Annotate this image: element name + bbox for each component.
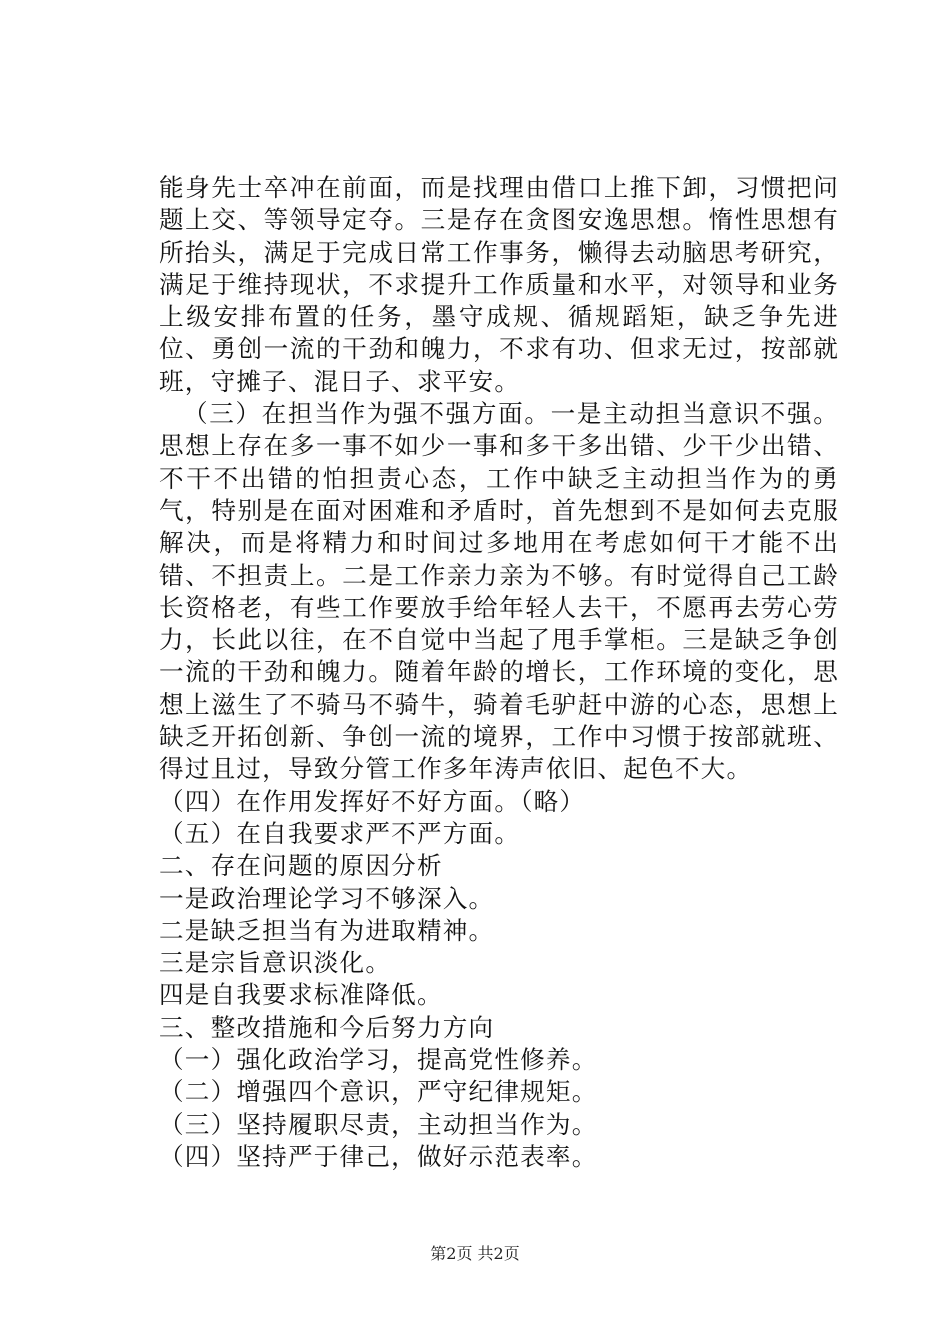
document-body bbox=[159, 172, 839, 1173]
measure-item-3: （三）坚持履职尽责，主动担当作为。 bbox=[159, 1109, 598, 1139]
heading-section-four: （四）在作用发挥好不好方面。（略） bbox=[159, 786, 586, 816]
cause-item-2: 二是缺乏担当有为进取精神。 bbox=[159, 915, 495, 945]
paragraph-continued: 能身先士卒冲在前面，而是找理由借口上推下卸，习惯把问题上交、等领导定夺。三是存在贪图安逸思想。惰性思想有所抬头，满足于完成日常工作事务，懒得去动脑思考研究，满足于维持现状，不求提升工作质量和水平，对领导和业务上级安排布置的任务，墨守成规、循规蹈矩，缺乏争先进位、勇创一流的干劲和魄力，不求有功、但求无过，按部就班，守摊子、混日子、求平安。 bbox=[159, 173, 839, 396]
measure-item-4: （四）坚持严于律己，做好示范表率。 bbox=[159, 1141, 598, 1171]
cause-item-1: 一是政治理论学习不够深入。 bbox=[159, 883, 495, 913]
heading-cause-analysis: 二、存在问题的原因分析 bbox=[159, 851, 443, 881]
page-number-footer: 第2页 共2页 bbox=[430, 1244, 520, 1263]
cause-item-4: 四是自我要求标准降低。 bbox=[159, 980, 443, 1010]
paragraph-section-three: （三）在担当作为强不强方面。一是主动担当意识不强。思想上存在多一事不如少一事和多干多出错、少干少出错、不干不出错的怕担责心态，工作中缺乏主动担当作为的勇气，特别是在面对困难和矛盾时，首先想到不是如何去克服解决，而是将精力和时间过多地用在考虑如何干才能不出错、不担责上。二是工作亲力亲为不够。有时觉得自己工龄长资格老，有些工作要放手给年轻人去干，不愿再去劳心劳力，长此以往，在不自觉中当起了甩手掌柜。三是缺乏争创一流的干劲和魄力。随着年龄的增长，工作环境的变化，思想上滋生了不骑马不骑牛，骑着毛驴赶中游的心态，思想上缺乏开拓创新、争创一流的境界，工作中习惯于按部就班、得过且过，导致分管工作多年涛声依旧、起色不大。 bbox=[159, 399, 839, 784]
heading-rectification: 三、整改措施和今后努力方向 bbox=[159, 1012, 495, 1042]
measure-item-1: （一）强化政治学习，提高党性修养。 bbox=[159, 1045, 598, 1075]
measure-item-2: （二）增强四个意识，严守纪律规矩。 bbox=[159, 1077, 598, 1107]
heading-section-five: （五）在自我要求严不严方面。 bbox=[159, 818, 521, 848]
cause-item-3: 三是宗旨意识淡化。 bbox=[159, 948, 392, 978]
